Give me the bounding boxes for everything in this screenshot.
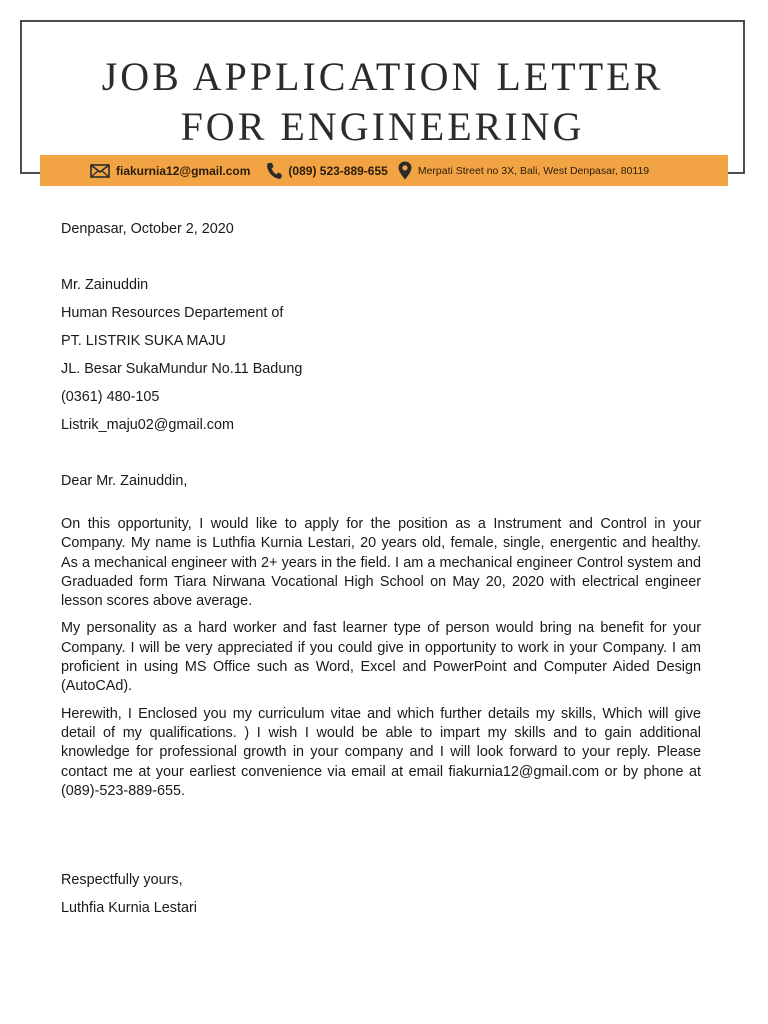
recipient-company: PT. LISTRIK SUKA MAJU [61, 333, 226, 349]
body-paragraph: Herewith, I Enclosed you my curriculum vitae and which further details my skills, Which will give detail of my qualifications. ) I wish I would be able to impart my skills and to gain additional knowledge for professional growth in your company and I will look forward to your reply. Please contact me at your earliest convenience via email at email fiakurnia12@gmail.com or by phone at (089)-523-889-655. [61, 705, 701, 799]
title-box [20, 20, 745, 174]
recipient-name: Mr. Zainuddin [61, 277, 149, 293]
letter-date: Denpasar, October 2, 2020 [61, 221, 234, 237]
phone-icon [266, 162, 282, 180]
page-title [22, 52, 743, 152]
signature: Luthfia Kurnia Lestari [61, 900, 197, 917]
email-text: fiakurnia12@gmail.com [116, 163, 251, 178]
title-line-2: FOR ENGINEERING [180, 104, 585, 149]
body-paragraph: My personality as a hard worker and fast learner type of person would bring na benefit for your Company. I will be very appreciated if you could give in opportunity to work in your Company. I am proficient in using MS Office such as Word, Excel and PowerPoint and Computer Aided Design (AutoCAd). [61, 620, 701, 695]
address-text: Merpati Street no 3X, Bali, West Denpasar, 80119 [417, 164, 650, 177]
body-paragraph: On this opportunity, I would like to apply for the position as a Instrument and Control in your Company. My name is Luthfia Kurnia Lestari, 20 years old, female, single, energentic and healthy. As a mechanical engineer with 2+ years in the field. I am a mechanical engineer Control system and Graduaded form Tiara Nirwana Vocational High School on May 20, 2020 with electrical engineer lesson scores above average. [61, 516, 701, 610]
contact-email [90, 164, 250, 178]
envelope-icon [90, 164, 110, 178]
closing: Respectfully yours, [61, 872, 183, 889]
phone-text: (089) 523-889-655 [288, 163, 388, 178]
recipient-address: JL. Besar SukaMundur No.11 Badung [61, 361, 303, 377]
location-pin-icon [398, 161, 412, 180]
contact-bar [40, 155, 728, 186]
recipient-email: Listrik_maju02@gmail.com [61, 417, 234, 433]
salutation: Dear Mr. Zainuddin, [61, 473, 188, 489]
contact-address [398, 161, 649, 180]
title-line-1: JOB APPLICATION LETTER [101, 54, 664, 99]
spacer [61, 439, 701, 467]
contact-phone [266, 162, 387, 180]
recipient-phone: (0361) 480-105 [61, 389, 160, 405]
spacer [61, 243, 701, 271]
recipient-department: Human Resources Departement of [61, 305, 284, 321]
letter-body [61, 215, 701, 922]
